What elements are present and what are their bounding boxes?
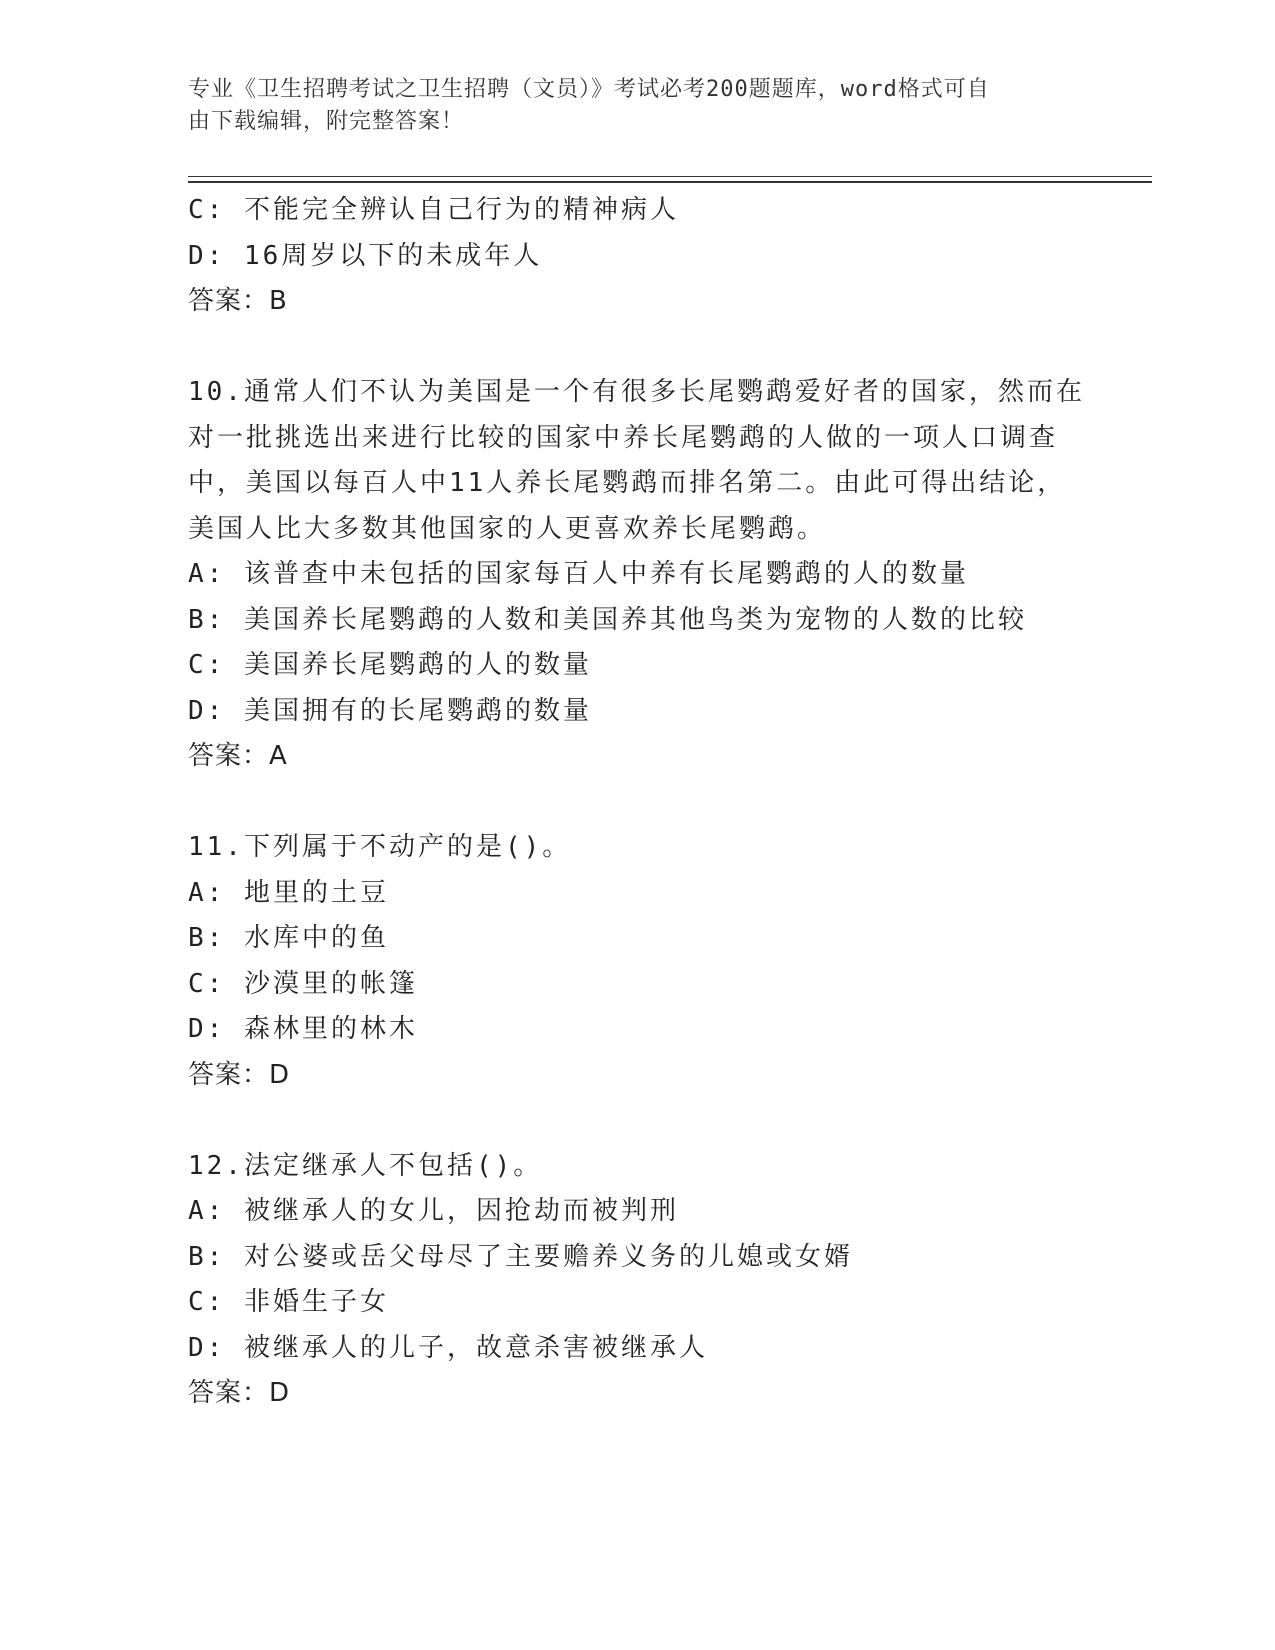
question-text-line: 对一批挑选出来进行比较的国家中养长尾鹦鹉的人做的一项人口调查 [188, 422, 1059, 453]
question-12 [188, 1144, 1088, 1417]
option-b: B: 美国养长尾鹦鹉的人数和美国养其他鸟类为宠物的人数的比较 [188, 604, 1027, 635]
header-line-1: 专业《卫生招聘考试之卫生招聘（文员）》考试必考200题题库，word格式可自 [188, 77, 990, 102]
question-spacer [188, 780, 1088, 826]
question-text-line: 中，美国以每百人中11人养长尾鹦鹉而排名第二。由此可得出结论， [188, 468, 1067, 498]
option-d: D: 16周岁以下的未成年人 [188, 240, 543, 271]
question-text-line: 11.下列属于不动产的是()。 [188, 832, 572, 862]
header-line-2: 由下载编辑，附完整答案！ [188, 109, 465, 134]
question-text-line: 美国人比大多数其他国家的人更喜欢养长尾鹦鹉。 [188, 513, 827, 544]
question-11 [188, 825, 1088, 1098]
option-b: B: 对公婆或岳父母尽了主要赡养义务的儿媳或女婿 [188, 1241, 853, 1272]
question-text-line: 10.通常人们不认为美国是一个有很多长尾鹦鹉爱好者的国家，然而在 [188, 377, 1085, 407]
option-b: B: 水库中的鱼 [188, 923, 389, 953]
option-c: C: 不能完全辨认自己行为的精神病人 [188, 195, 679, 225]
option-c: C: 美国养长尾鹦鹉的人的数量 [188, 650, 592, 680]
option-d: D: 森林里的林木 [188, 1014, 418, 1044]
question-text [188, 1144, 1088, 1190]
header-divider-thick [188, 181, 1152, 183]
option-a: A: 地里的土豆 [188, 877, 389, 908]
question-10 [188, 370, 1088, 780]
document-header [188, 74, 1068, 138]
question-list [188, 188, 1088, 1417]
answer-line: 答案：B [188, 286, 288, 316]
question-spacer [188, 325, 1088, 371]
answer-line: 答案：A [188, 741, 288, 771]
answer-line: 答案：D [188, 1378, 291, 1408]
option-c: C: 非婚生子女 [188, 1287, 389, 1317]
question-text-line: 12.法定继承人不包括()。 [188, 1150, 543, 1181]
option-c: C: 沙漠里的帐篷 [188, 968, 418, 999]
header-divider-thin [188, 176, 1152, 177]
option-d: D: 被继承人的儿子，故意杀害被继承人 [188, 1332, 708, 1363]
option-a: A: 被继承人的女儿，因抢劫而被判刑 [188, 1196, 679, 1226]
question-spacer [188, 1098, 1088, 1144]
option-d: D: 美国拥有的长尾鹦鹉的数量 [188, 695, 592, 726]
previous-question-tail [188, 188, 1088, 325]
question-text [188, 370, 1088, 552]
question-text [188, 825, 1088, 871]
answer-line: 答案：D [188, 1059, 291, 1090]
option-a: A: 该普查中未包括的国家每百人中养有长尾鹦鹉的人的数量 [188, 559, 969, 589]
